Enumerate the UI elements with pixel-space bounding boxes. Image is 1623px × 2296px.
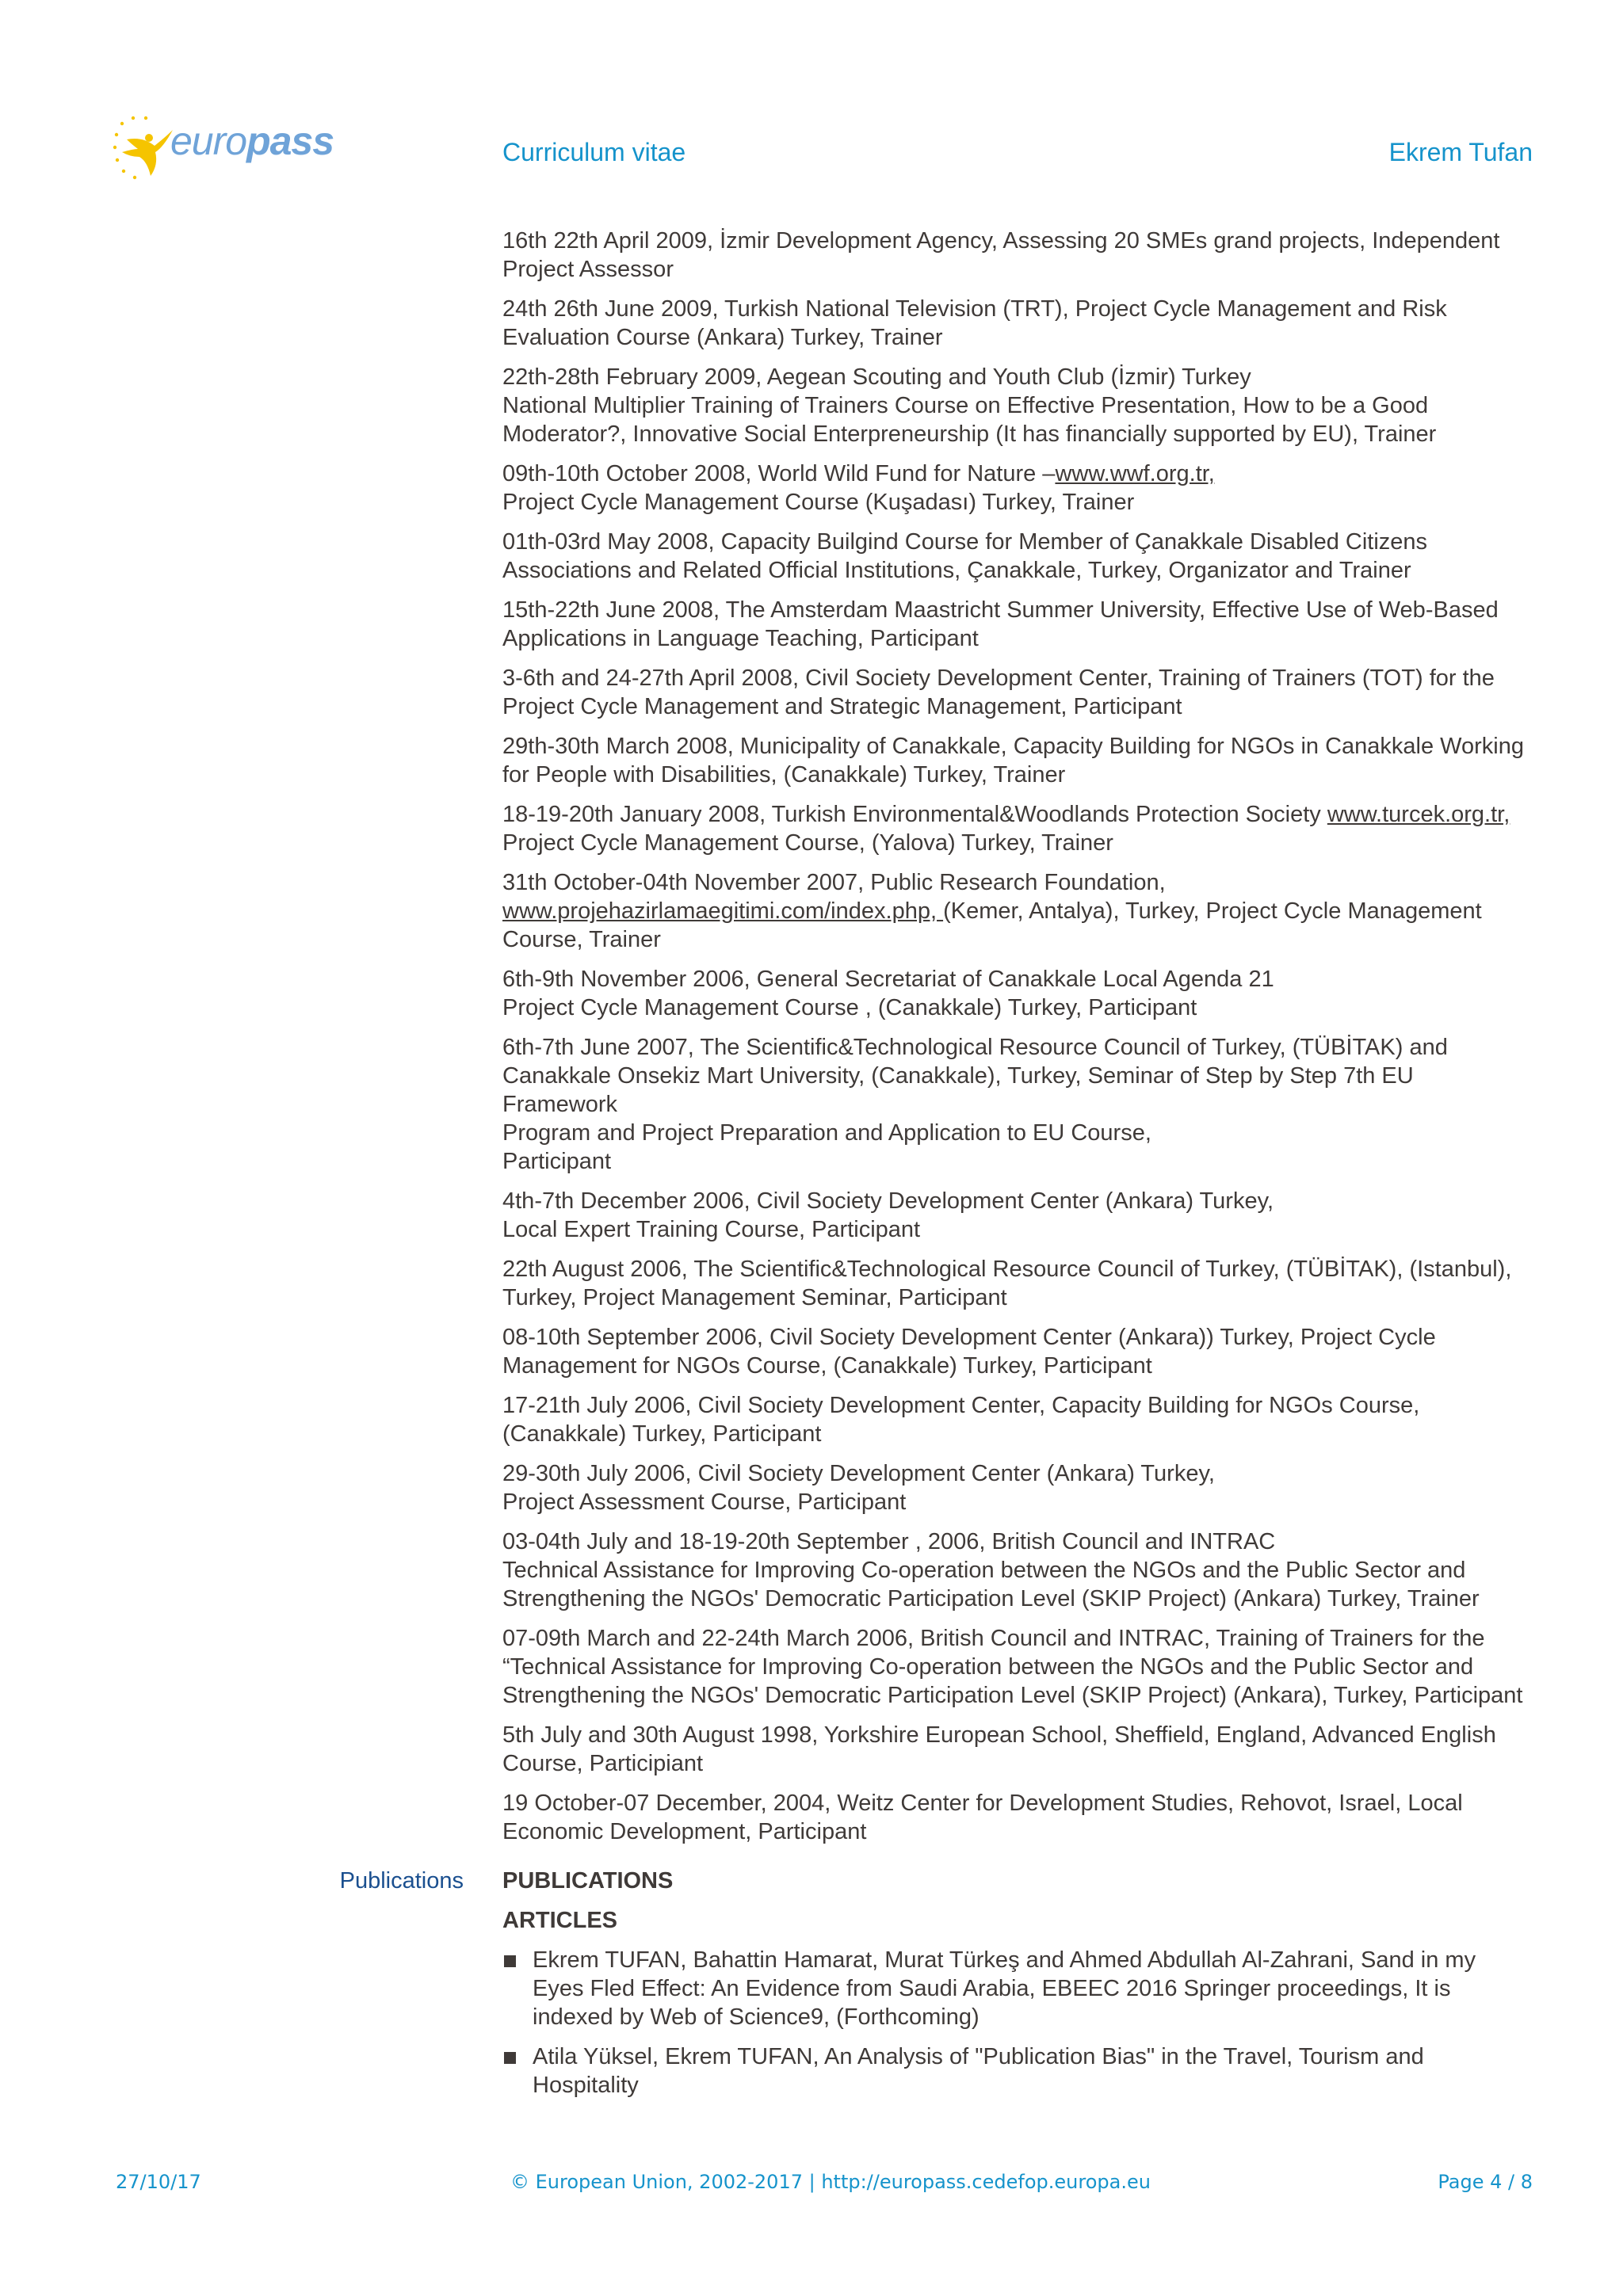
entry-item: 01th-03rd May 2008, Capacity Builgind Course for Member of Çanakkale Disabled Citizens Associations and Related Official Institutions, Çanakkale, Turkey, Organizator and Trainer (502, 529, 1428, 583)
page-footer (0, 2171, 1623, 2203)
entry-item: 08-10th September 2006, Civil Society Development Center (Ankara)) Turkey, Project Cycle Management for NGOs Course, (Canakkale) Turkey, Participant (502, 1325, 1436, 1379)
turcek-link[interactable]: www.turcek.org.tr, (1327, 802, 1510, 827)
entry-item: 07-09th March and 22-24th March 2006, British Council and INTRAC, Training of Trainers for the “Technical Assistance for Improving Co-operation between the NGOs and the Public Sector and Strengthening the NGOs' Democratic Participation Level (SKIP Project) (Ankara), Turkey, Participant (502, 1626, 1523, 1708)
entry-item: 16th 22th April 2009, İzmir Development Agency, Assessing 20 SMEs grand projects, Independent Project Assessor (502, 228, 1500, 282)
page-header (0, 0, 1623, 206)
entry-item: 17-21th July 2006, Civil Society Development Center, Capacity Building for NGOs Course, (Canakkale) Turkey, Participant (502, 1393, 1420, 1447)
entry-item: 31th October-04th November 2007, Public Research Foundation, www.projehazirlamaegitimi.com/index.php, (Kemer, Antalya), Turkey, Project Cycle Management Course, Trainer (502, 870, 1482, 952)
entry-item: 18-19-20th January 2008, Turkish Environmental&Woodlands Protection Society www.turcek.org.tr, Project Cycle Management Course, (Yalova) Turkey, Trainer (502, 802, 1510, 856)
publications-section-label: Publications (339, 1868, 464, 1894)
entry-item: 19 October-07 December, 2004, Weitz Center for Development Studies, Rehovot, Israel, Local Economic Development, Participant (502, 1791, 1463, 1844)
publication-item: Atila Yüksel, Ekrem TUFAN, An Analysis of "Publication Bias" in the Travel, Tourism and Hospitality (502, 2042, 1533, 2100)
logo-text-pass: pass (246, 119, 334, 163)
europass-star-figure-icon (111, 113, 174, 188)
footer-copyright-link[interactable]: © European Union, 2002-2017 | http://europass.cedefop.europa.eu (510, 2171, 1151, 2193)
publications-section (502, 1867, 1533, 2111)
document-title: Curriculum vitae (502, 138, 686, 166)
publication-item: Ekrem TUFAN, Bahattin Hamarat, Murat Türkeş and Ahmed Abdullah Al-Zahrani, Sand in my Eyes Fled Effect: An Evidence from Saudi Arabia, EBEEC 2016 Springer proceedings, It is indexed by Web of Science9, (Forthcoming) (502, 1946, 1533, 2031)
entry-item: 6th-9th November 2006, General Secretariat of Canakkale Local Agenda 21 Project Cycle Management Course , (Canakkale) Turkey, Participant (502, 967, 1274, 1020)
entry-item: 09th-10th October 2008, World Wild Fund for Nature –www.wwf.org.tr, Project Cycle Management Course (Kuşadası) Turkey, Trainer (502, 461, 1215, 515)
entry-item: 6th-7th June 2007, The Scientific&Technological Resource Council of Turkey, (TÜBİTAK) and Canakkale Onsekiz Mart University, (Canakkale), Turkey, Seminar of Step by Step 7th EU Framework Program and Project Preparation and Application to EU Course, Participant (502, 1035, 1448, 1174)
entry-item: 22th-28th February 2009, Aegean Scouting and Youth Club (İzmir) Turkey National Multiplier Training of Trainers Course on Effective Presentation, How to be a Good Moderator?, Innovative Social Enterpreneurship (It has financially supported by EU), Trainer (502, 364, 1437, 447)
publications-heading: PUBLICATIONS (502, 1868, 674, 1894)
entry-item: 29th-30th March 2008, Municipality of Canakkale, Capacity Building for NGOs in Canakkale Working for People with Disabilities, (Canakkale) Turkey, Trainer (502, 734, 1524, 788)
entry-item: 5th July and 30th August 1998, Yorkshire European School, Sheffield, England, Advanced English Course, Participiant (502, 1722, 1496, 1776)
logo-text-euro: euro (170, 119, 247, 163)
training-entries (502, 227, 1533, 1857)
entry-item: 15th-22th June 2008, The Amsterdam Maastricht Summer University, Effective Use of Web-Based Applications in Language Teaching, Participant (502, 597, 1499, 651)
footer-page-number: Page 4 / 8 (1438, 2171, 1533, 2193)
footer-date: 27/10/17 (116, 2171, 201, 2193)
wwf-link[interactable]: www.wwf.org.tr, (1055, 461, 1215, 486)
entry-item: 4th-7th December 2006, Civil Society Development Center (Ankara) Turkey, Local Expert Training Course, Participant (502, 1188, 1274, 1242)
entry-item: 22th August 2006, The Scientific&Technological Resource Council of Turkey, (TÜBİTAK), (Istanbul), Turkey, Project Management Seminar, Participant (502, 1257, 1512, 1310)
projehazirlama-link[interactable]: www.projehazirlamaegitimi.com/index.php, (502, 898, 944, 924)
entry-item: 29-30th July 2006, Civil Society Development Center (Ankara) Turkey, Project Assessment Course, Participant (502, 1461, 1215, 1515)
person-name: Ekrem Tufan (1388, 138, 1533, 166)
entry-item: 24th 26th June 2009, Turkish National Television (TRT), Project Cycle Management and Risk Evaluation Course (Ankara) Turkey, Trainer (502, 296, 1447, 350)
articles-heading: ARTICLES (502, 1908, 617, 1933)
entry-item: 03-04th July and 18-19-20th September , 2006, British Council and INTRAC Technical Assistance for Improving Co-operation between the NGOs and the Public Sector and Strengthening the NGOs' Democratic Participation Level (SKIP Project) (Ankara) Turkey, Trainer (502, 1529, 1480, 1611)
europass-logo (111, 113, 341, 188)
bullet-square-icon (504, 1955, 516, 1967)
bullet-square-icon (504, 2052, 516, 2064)
entry-item: 3-6th and 24-27th April 2008, Civil Society Development Center, Training of Trainers (TOT) for the Project Cycle Management and Strategic Management, Participant (502, 666, 1495, 719)
